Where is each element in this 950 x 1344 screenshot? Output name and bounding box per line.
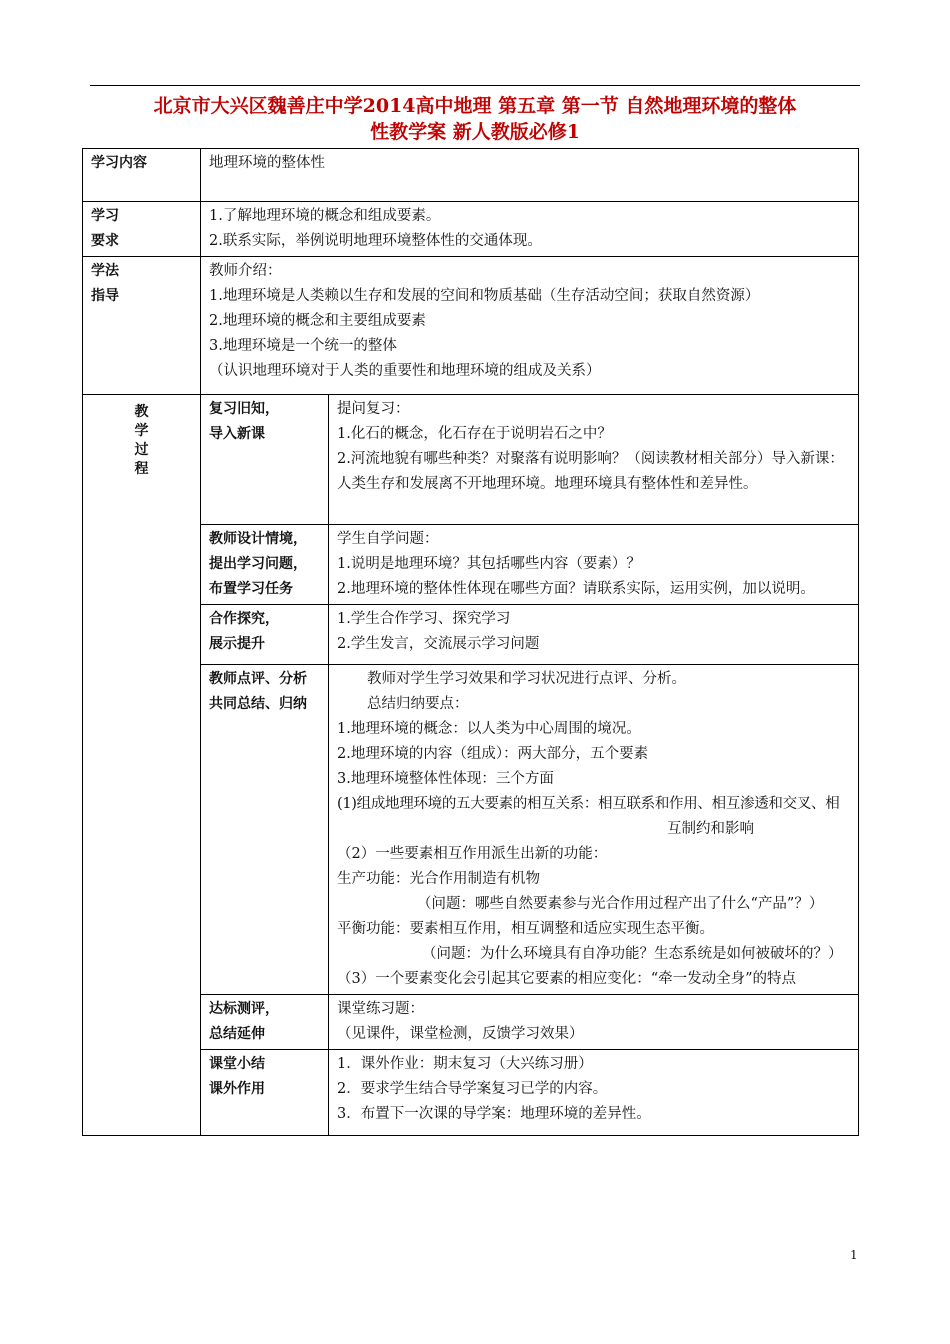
value-guidance (201, 257, 859, 395)
row-content (83, 149, 859, 202)
stage-content: 提问复习： 1.化石的概念，化石存在于说明岩石之中？ 2.河流地貌有哪些种类？对聚落有说明影响？（阅读教材相关部分）导入新课： 人类生存和发展离不开地理环境。地理环境具有整体性和差异性。 (329, 395, 859, 525)
stage-content: 1.学生合作学习、探究学习 2.学生发言，交流展示学习问题 (329, 605, 859, 665)
stage-label: 达标测评， 总结延伸 (201, 995, 329, 1050)
page-number: 1 (850, 1248, 858, 1262)
guidance-line: 2.地理环境的概念和主要组成要素 (209, 313, 426, 329)
guidance-line: 教师介绍： (209, 263, 282, 279)
stage-label: 教师设计情境， 提出学习问题， 布置学习任务 (201, 525, 329, 605)
title-line-1: 北京市大兴区魏善庄中学2014高中地理 第五章 第一节 自然地理环境的整体 (153, 95, 797, 117)
label-process: 教 学 过 程 (83, 395, 201, 1136)
guidance-line: 3.地理环境是一个统一的整体 (209, 338, 397, 354)
requirement-item: 1.了解地理环境的概念和组成要素。 (209, 208, 441, 224)
requirement-item: 2.联系实际，举例说明地理环境整体性的交通体现。 (209, 233, 542, 249)
label-content: 学习内容 (83, 149, 201, 202)
row-guidance (83, 257, 859, 395)
stage-content: 课堂练习题： （见课件，课堂检测，反馈学习效果） (329, 995, 859, 1050)
stage-content: 学生自学问题： 1.说明是地理环境？其包括哪些内容（要素）？ 2.地理环境的整体性体现在哪些方面？请联系实际，运用实例，加以说明。 (329, 525, 859, 605)
row-stage-review (83, 395, 859, 525)
row-requirements (83, 202, 859, 257)
lesson-plan-table (82, 148, 859, 1136)
stage-label: 课堂小结 课外作用 (201, 1050, 329, 1136)
guidance-line: （认识地理环境对于人类的重要性和地理环境的组成及关系） (209, 363, 601, 379)
title-line-2: 性教学案 新人教版必修1 (370, 121, 580, 143)
guidance-line: 1.地理环境是人类赖以生存和发展的空间和物质基础（生存活动空间；获取自然资源） (209, 288, 760, 304)
value-content: 地理环境的整体性 (201, 149, 859, 202)
label-guidance: 学法 指导 (83, 257, 201, 395)
stage-content: 1．课外作业：期末复习（大兴练习册） 2．要求学生结合导学案复习已学的内容。 3．布置下一次课的导学案：地理环境的差异性。 (329, 1050, 859, 1136)
header-rule (90, 85, 860, 86)
stage-label: 复习旧知， 导入新课 (201, 395, 329, 525)
label-requirements: 学习 要求 (83, 202, 201, 257)
stage-label: 教师点评、分析 共同总结、归纳 (201, 665, 329, 995)
document-title (80, 93, 870, 145)
stage-content: 教师对学生学习效果和学习状况进行点评、分析。 总结归纳要点： 1.地理环境的概念：以人类为中心周围的境况。 2.地理环境的内容（组成）：两大部分，五个要素 3.地理环境整体性体现：三个方面 (1)组成地理环境的五大要素的相互关系：相互联系和作用、相互渗透和交叉、相 互制约和影响 （2）一些要素相互作用派生出新的功能： 生产功能：光合作用制造有机物 （问题：哪些自然要素参与光合作用过程产出了什么“产品”？） 平衡功能：要素相互作用，相互调整和适应实现生态平衡。 （问题：为什么环境具有自净功能？生态系统是如何被破坏的？） （3）一个要素变化会引起其它要素的相应变化：“牵一发动全身”的特点 (329, 665, 859, 995)
value-requirements (201, 202, 859, 257)
stage-label: 合作探究， 展示提升 (201, 605, 329, 665)
